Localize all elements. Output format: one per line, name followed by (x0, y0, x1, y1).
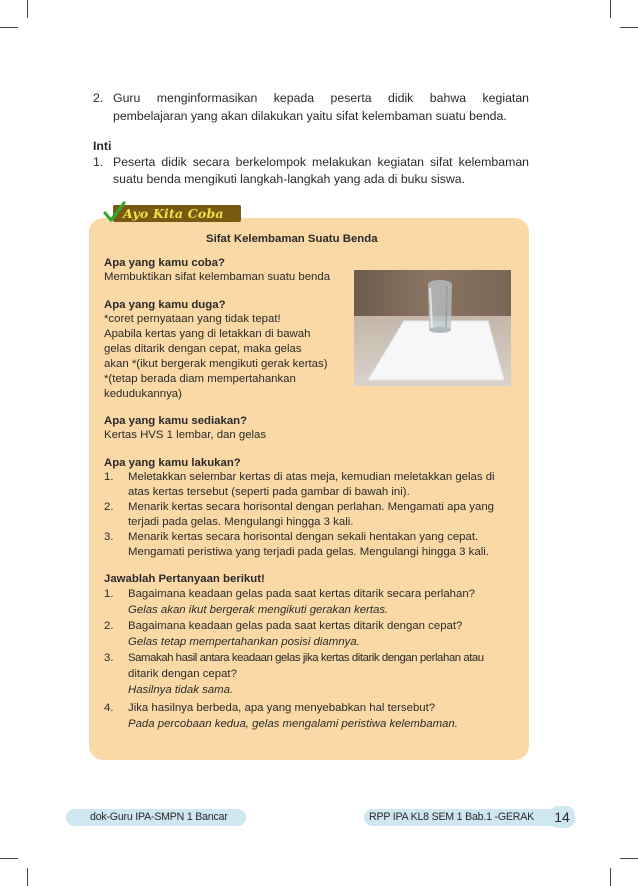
step-line: terjadi pada gelas. Mengulangi hingga 3 kali. (128, 516, 354, 528)
hypothesis-line: *(tetap berada diam mempertahankan (104, 373, 296, 385)
crop-mark (27, 868, 28, 886)
step-line: Menarik kertas secara horisontal dengan sekali hentakan yang cepat. (128, 531, 479, 543)
badge-label: Ayo Kita Coba (123, 206, 224, 221)
inti-item-line: Peserta didik secara berkelompok melakukan kegiatan sifat kelembaman (113, 155, 529, 169)
hypothesis-line: *coret pernyataan yang tidak tepat! (104, 313, 281, 325)
photo-illustration (354, 270, 511, 386)
step-line: Mengamati peristiwa yang terjadi pada gelas. Mengulangi hingga 3 kali. (128, 546, 489, 558)
answer-number: 2. (104, 620, 114, 632)
crop-mark (0, 858, 18, 859)
glass-on-paper-photo (354, 270, 511, 386)
step-number: 2. (104, 501, 114, 513)
question-heading: Jawablah Pertanyaan berikut! (104, 573, 265, 585)
answer-line: Gelas akan ikut bergerak mengikuti gerakan kertas. (128, 604, 389, 616)
answer-number: 1. (104, 588, 114, 600)
step-line: Meletakkan selembar kertas di atas meja, kemudian meletakkan gelas di (128, 471, 495, 483)
checkmark-icon (103, 201, 127, 225)
step-line: Menarik kertas secara horisontal dengan perlahan. Mengamati apa yang (128, 501, 494, 513)
intro-item-line: Guru menginformasikan kepada peserta didik bahwa kegiatan (113, 91, 529, 105)
answer-line: Gelas tetap mempertahankan posisi diamnya. (128, 636, 360, 648)
section-heading: Inti (93, 139, 112, 153)
footer-left-text: dok-Guru IPA-SMPN 1 Bancar (90, 811, 228, 823)
question-line: ditarik dengan cepat? (128, 668, 237, 680)
crop-mark (0, 27, 18, 28)
hypothesis-line: gelas ditarik dengan cepat, maka gelas (104, 343, 302, 355)
activity-title: Sifat Kelembaman Suatu Benda (206, 233, 378, 245)
step-number: 3. (104, 531, 114, 543)
answer-line: Hasilnya tidak sama. (128, 684, 234, 696)
question-heading: Apa yang kamu coba? (104, 257, 225, 269)
hypothesis-line: Apabila kertas yang di letakkan di bawah (104, 328, 311, 340)
question-line: Jika hasilnya berbeda, apa yang menyebabkan hal tersebut? (128, 702, 436, 714)
crop-mark (620, 27, 638, 28)
page-number: 14 (549, 806, 575, 828)
answer-number: 3. (104, 652, 114, 664)
intro-item-line: pembelajaran yang akan dilakukan yaitu sifat kelembaman suatu benda. (113, 109, 507, 123)
question-heading: Apa yang kamu sediakan? (104, 415, 248, 427)
footer-right-text: RPP IPA KL8 SEM 1 Bab.1 -GERAK (369, 811, 534, 823)
hypothesis-line: kedudukannya) (104, 388, 182, 400)
step-number: 1. (104, 471, 114, 483)
question-line: Samakah hasil antara keadaan gelas jika kertas ditarik dengan perlahan atau (128, 652, 484, 664)
hypothesis-line: akan *(ikut bergerak mengikuti gerak kertas) (104, 358, 328, 370)
crop-mark (620, 858, 638, 859)
question-heading: Apa yang kamu duga? (104, 299, 226, 311)
crop-mark (27, 0, 28, 18)
inti-item-line: suatu benda mengikuti langkah-langkah yang ada di buku siswa. (113, 172, 466, 186)
answer-text: Kertas HVS 1 lembar, dan gelas (104, 429, 267, 441)
question-line: Bagaimana keadaan gelas pada saat kertas ditarik dengan cepat? (128, 620, 463, 632)
list-number: 1. (93, 155, 104, 169)
answer-number: 4. (104, 702, 114, 714)
question-line: Bagaimana keadaan gelas pada saat kertas ditarik secara perlahan? (128, 588, 476, 600)
ayo-kita-coba-badge (103, 201, 241, 223)
crop-mark (610, 0, 611, 18)
answer-text: Membuktikan sifat kelembaman suatu benda (104, 271, 331, 283)
crop-mark (610, 868, 611, 886)
step-line: atas kertas tersebut (seperti pada gambar di bawah ini). (128, 486, 410, 498)
list-number: 2. (93, 91, 104, 105)
question-heading: Apa yang kamu lakukan? (104, 457, 241, 469)
answer-line: Pada percobaan kedua, gelas mengalami peristiwa kelembaman. (128, 718, 458, 730)
